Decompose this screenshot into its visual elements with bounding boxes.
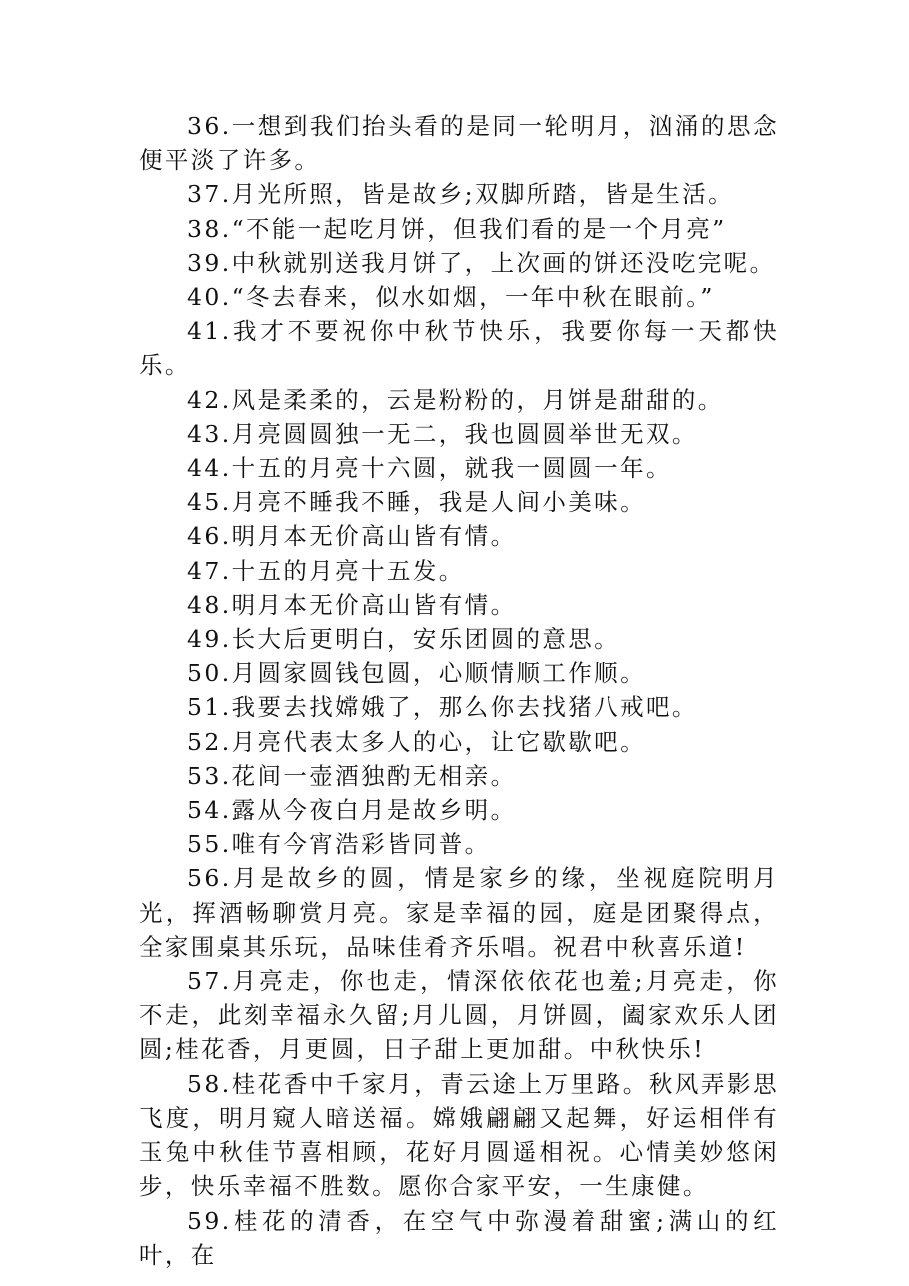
paragraph-45: 45.月亮不睡我不睡，我是人间小美味。 [187, 488, 646, 517]
paragraph-36: 36.一想到我们抬头看的是同一轮明月，汹涌的思念便平淡了许多。 [139, 112, 779, 175]
paragraph-47: 47.十五的月亮十五发。 [187, 556, 465, 585]
paragraph-41: 41.我才不要祝你中秋节快乐，我要你每一天都快乐。 [139, 317, 779, 380]
paragraph-54: 54.露从今夜白月是故乡明。 [187, 796, 517, 825]
paragraph-59: 59.桂花的清香，在空气中弥漫着甜蜜;满山的红叶，在 [139, 1206, 779, 1269]
paragraph-57: 57.月亮走，你也走，情深依依花也羞;月亮走，你不走，此刻幸福永久留;月儿圆，月饼圆，阖家欢乐人团圆;桂花香，月更圆，日子甜上更加甜。中秋快乐! [139, 967, 779, 1064]
paragraph-42: 42.风是柔柔的，云是粉粉的，月饼是甜甜的。 [187, 385, 724, 414]
paragraph-51: 51.我要去找嫦娥了，那么你去找猪八戒吧。 [187, 693, 698, 722]
paragraph-46: 46.明月本无价高山皆有情。 [187, 522, 517, 551]
paragraph-56: 56.月是故乡的圆，情是家乡的缘，坐视庭院明月光，挥酒畅聊赏月亮。家是幸福的园，庭是团聚得点，全家围桌其乐玩，品味佳肴齐乐唱。祝君中秋喜乐道! [139, 864, 779, 961]
paragraph-43: 43.月亮圆圆独一无二，我也圆圆举世无双。 [187, 419, 698, 448]
paragraph-50: 50.月圆家圆钱包圆，心顺情顺工作顺。 [187, 659, 646, 688]
paragraph-48: 48.明月本无价高山皆有情。 [187, 590, 517, 619]
paragraph-39: 39.中秋就别送我月饼了，上次画的饼还没吃完呢。 [187, 248, 776, 277]
paragraph-53: 53.花间一壶酒独酌无相亲。 [187, 761, 517, 790]
paragraph-52: 52.月亮代表太多人的心，让它歇歇吧。 [187, 727, 646, 756]
paragraph-49: 49.长大后更明白，安乐团圆的意思。 [187, 625, 621, 654]
paragraph-38: 38.“不能一起吃月饼，但我们看的是一个月亮” [187, 214, 727, 243]
paragraph-40: 40.“冬去春来，似水如烟，一年中秋在眼前。” [187, 283, 715, 312]
paragraph-55: 55.唯有今宵浩彩皆同普。 [187, 830, 491, 859]
paragraph-44: 44.十五的月亮十六圆，就我一圆圆一年。 [187, 454, 672, 483]
document-body [139, 109, 779, 1272]
paragraph-58: 58.桂花香中千家月，青云途上万里路。秋风弄影思飞度，明月窥人暗送福。嫦娥翩翩又起舞，好运相伴有玉兔中秋佳节喜相顾，花好月圆遥相祝。心情美妙悠闲步，快乐幸福不胜数。愿你合家平安，一生康健。 [139, 1069, 779, 1201]
paragraph-37: 37.月光所照，皆是故乡;双脚所踏，皆是生活。 [187, 180, 734, 209]
